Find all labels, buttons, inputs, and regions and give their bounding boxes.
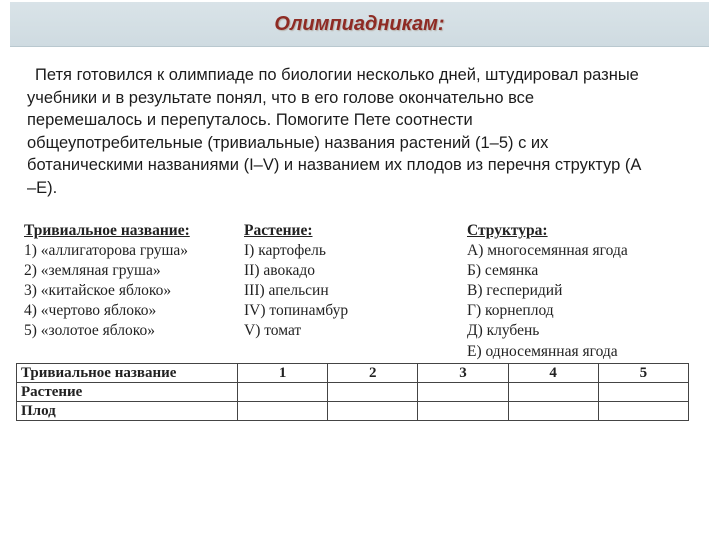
table-row	[17, 364, 689, 383]
list-item: В) гесперидий	[467, 282, 563, 300]
slide-title: Олимпиадникам:	[274, 13, 445, 35]
answer-cell[interactable]	[238, 383, 328, 402]
list-item: Е) односемянная ягода	[467, 342, 618, 360]
row-label: Плод	[17, 402, 238, 421]
list-item: 2) «земляная груша»	[24, 262, 161, 280]
table-row	[17, 383, 689, 402]
problem-line: общеупотребительные (тривиальные) названия растений (1–5) с их	[27, 133, 549, 152]
list-item: Г) корнеплод	[467, 302, 554, 320]
column-header: Растение:	[244, 222, 313, 239]
column-number: 3	[418, 364, 508, 383]
answer-cell[interactable]	[418, 402, 508, 421]
column-number: 1	[238, 364, 328, 383]
problem-line: Петя готовился к олимпиаде по биологии несколько дней, штудировал разные	[35, 66, 639, 84]
column-number: 4	[508, 364, 598, 383]
problem-line: –Е).	[27, 178, 58, 197]
answer-table	[16, 363, 689, 421]
structures-column	[467, 221, 628, 362]
answer-cell[interactable]	[598, 383, 688, 402]
title-bar	[10, 2, 709, 47]
column-header: Структура:	[467, 222, 548, 239]
answer-cell[interactable]	[418, 383, 508, 402]
answer-cell[interactable]	[238, 402, 328, 421]
list-item: I) картофель	[244, 242, 326, 260]
trivial-names-column	[24, 221, 190, 342]
column-header: Тривиальное название:	[24, 222, 190, 239]
answer-cell[interactable]	[508, 402, 598, 421]
answer-cell[interactable]	[508, 383, 598, 402]
row-label: Тривиальное название	[17, 364, 238, 383]
list-item: V) томат	[244, 322, 302, 340]
answer-cell[interactable]	[328, 402, 418, 421]
plants-column	[244, 221, 348, 342]
problem-line: учебники и в результате понял, что в его голове окончательно все	[27, 88, 535, 107]
problem-line: перемешалось и перепуталось. Помогите Пете соотнести	[27, 111, 473, 129]
list-item: IV) топинамбур	[244, 302, 349, 320]
problem-text	[27, 64, 699, 199]
list-item: II) авокадо	[244, 262, 316, 280]
list-item: 3) «китайское яблоко»	[24, 282, 172, 300]
answer-cell[interactable]	[598, 402, 688, 421]
table-row	[17, 402, 689, 421]
column-number: 5	[598, 364, 688, 383]
list-item: 5) «золотое яблоко»	[24, 322, 156, 340]
column-number: 2	[328, 364, 418, 383]
list-item: 4) «чертово яблоко»	[24, 302, 157, 320]
list-item: Б) семянка	[467, 262, 539, 280]
row-label: Растение	[17, 383, 238, 402]
list-item: Д) клубень	[467, 322, 540, 340]
list-item: III) апельсин	[244, 282, 329, 300]
list-item: А) многосемянная ягода	[467, 242, 628, 260]
answer-cell[interactable]	[328, 383, 418, 402]
list-item: 1) «аллигаторова груша»	[24, 242, 189, 260]
problem-line: ботаническими названиями (I–V) и названием их плодов из перечня структур (А	[27, 156, 642, 174]
